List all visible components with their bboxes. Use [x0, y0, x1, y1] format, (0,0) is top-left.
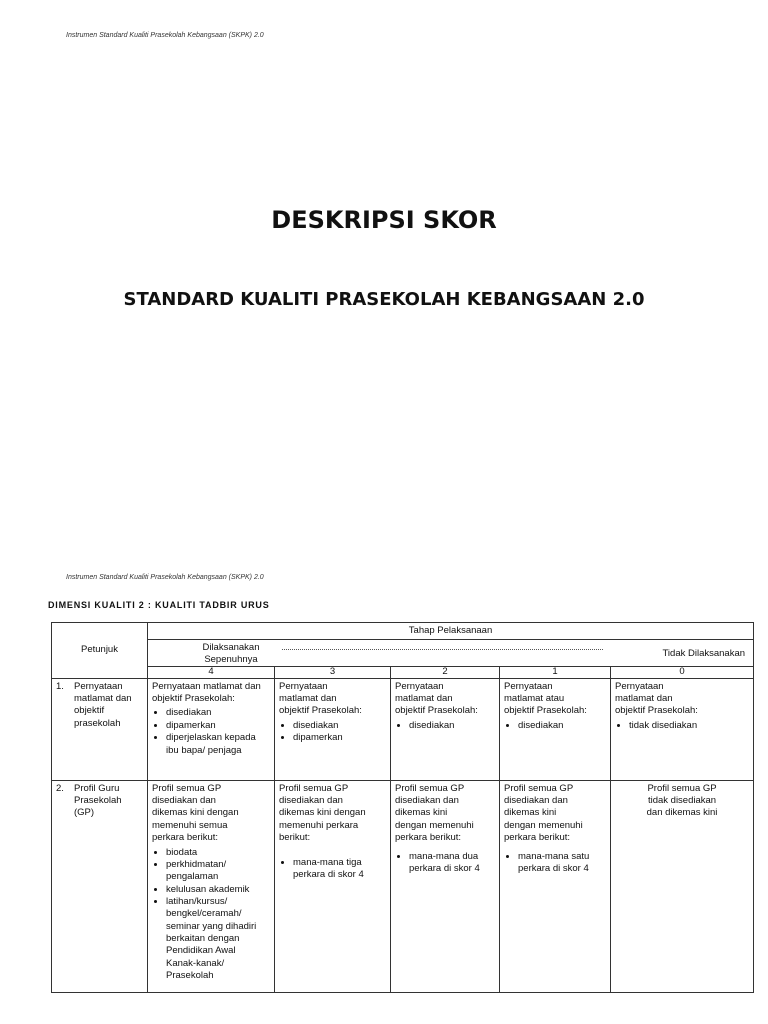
score-0-text: Profil semua GP tidak disediakan dan dikemas kini	[646, 782, 718, 819]
list-item: • disediakan	[518, 720, 606, 732]
score-2-cell	[391, 678, 500, 780]
list-item: • perkhidmatan/ pengalaman	[166, 859, 270, 884]
score-4-cell	[148, 780, 275, 992]
indicator-label: Profil Guru Prasekolah (GP)	[74, 782, 122, 819]
list-item: • mana-mana dua perkara di skor 4	[409, 851, 495, 876]
score-2-cell	[391, 780, 500, 992]
score-3-text: Pernyataan matlamat dan objektif Prasekolah:	[279, 680, 362, 717]
score-4-text: Profil semua GP disediakan dan dikemas kini dengan memenuhi semua perkara berikut:	[152, 782, 239, 844]
dilaksanakan-label: Dilaksanakan Sepenuhnya	[202, 642, 260, 665]
dimension-heading: DIMENSI KUALITI 2 : KUALITI TADBIR URUS	[48, 600, 270, 610]
table-row	[52, 780, 754, 992]
score-4-cell	[148, 678, 275, 780]
score-3-list	[279, 857, 386, 882]
score-0-cell	[611, 780, 754, 992]
indicator-number: 1.	[56, 680, 64, 692]
score-1-list	[504, 851, 606, 876]
scale-header	[148, 640, 754, 667]
list-item: • kelulusan akademik	[166, 884, 270, 896]
score-0-text: Pernyataan matlamat dan objektif Prasekolah:	[615, 680, 698, 717]
score-2-list	[395, 851, 495, 876]
list-item: • dipamerkan	[293, 732, 386, 744]
list-item: • tidak disediakan	[629, 720, 749, 732]
list-item: • disediakan	[293, 720, 386, 732]
score-1-list	[504, 720, 606, 732]
score-2-text: Profil semua GP disediakan dan dikemas kini dengan memenuhi perkara berikut:	[395, 782, 474, 844]
page-title: DESKRIPSI SKOR	[271, 206, 497, 234]
score-1-cell	[500, 678, 611, 780]
list-item: • biodata	[166, 847, 270, 859]
list-item: • dipamerkan	[166, 720, 270, 732]
score-header: 2	[391, 667, 500, 678]
page-subtitle: STANDARD KUALITI PRASEKOLAH KEBANGSAAN 2.0	[123, 289, 645, 310]
score-2-list	[395, 720, 495, 732]
score-header: 3	[275, 667, 391, 678]
running-header: Instrumen Standard Kualiti Prasekolah Kebangsaan (SKPK) 2.0	[66, 574, 264, 581]
list-item: • mana-mana satu perkara di skor 4	[518, 851, 606, 876]
score-4-text: Pernyataan matlamat dan objektif Prasekolah:	[152, 680, 261, 705]
score-table	[51, 622, 754, 993]
list-item: • disediakan	[166, 707, 270, 719]
score-1-cell	[500, 780, 611, 992]
score-header: 0	[611, 667, 754, 678]
score-header: 4	[148, 667, 275, 678]
score-1-text: Pernyataan matlamat atau objektif Prasekolah:	[504, 680, 587, 717]
score-1-text: Profil semua GP disediakan dan dikemas kini dengan memenuhi perkara berikut:	[504, 782, 583, 844]
score-4-list	[152, 847, 270, 983]
running-header: Instrumen Standard Kualiti Prasekolah Kebangsaan (SKPK) 2.0	[66, 32, 264, 39]
score-3-list	[279, 720, 386, 745]
list-item: • diperjelaskan kepada ibu bapa/ penjaga	[166, 732, 270, 757]
indicator-cell	[52, 678, 148, 780]
scale-dotted-line	[282, 649, 603, 650]
table-row	[52, 678, 754, 780]
tidak-dilaksanakan-label: Tidak Dilaksanakan	[662, 648, 746, 660]
score-0-list	[615, 720, 749, 732]
score-3-cell	[275, 678, 391, 780]
petunjuk-header: Petunjuk	[52, 623, 148, 679]
indicator-cell	[52, 780, 148, 992]
score-3-cell	[275, 780, 391, 992]
list-item: • latihan/kursus/ bengkel/ceramah/ seminar yang dihadiri berkaitan dengan Pendidikan Awal Kanak-kanak/ Prasekolah	[166, 896, 270, 982]
tahap-header: Tahap Pelaksanaan	[148, 623, 754, 640]
list-item: • disediakan	[409, 720, 495, 732]
score-2-text: Pernyataan matlamat dan objektif Prasekolah:	[395, 680, 478, 717]
score-4-list	[152, 707, 270, 756]
indicator-label: Pernyataan matlamat dan objektif prasekolah	[74, 680, 132, 729]
score-0-cell	[611, 678, 754, 780]
list-item: • mana-mana tiga perkara di skor 4	[293, 857, 386, 882]
score-3-text: Profil semua GP disediakan dan dikemas kini dengan memenuhi perkara berikut:	[279, 782, 366, 844]
indicator-number: 2.	[56, 782, 64, 794]
score-header: 1	[500, 667, 611, 678]
